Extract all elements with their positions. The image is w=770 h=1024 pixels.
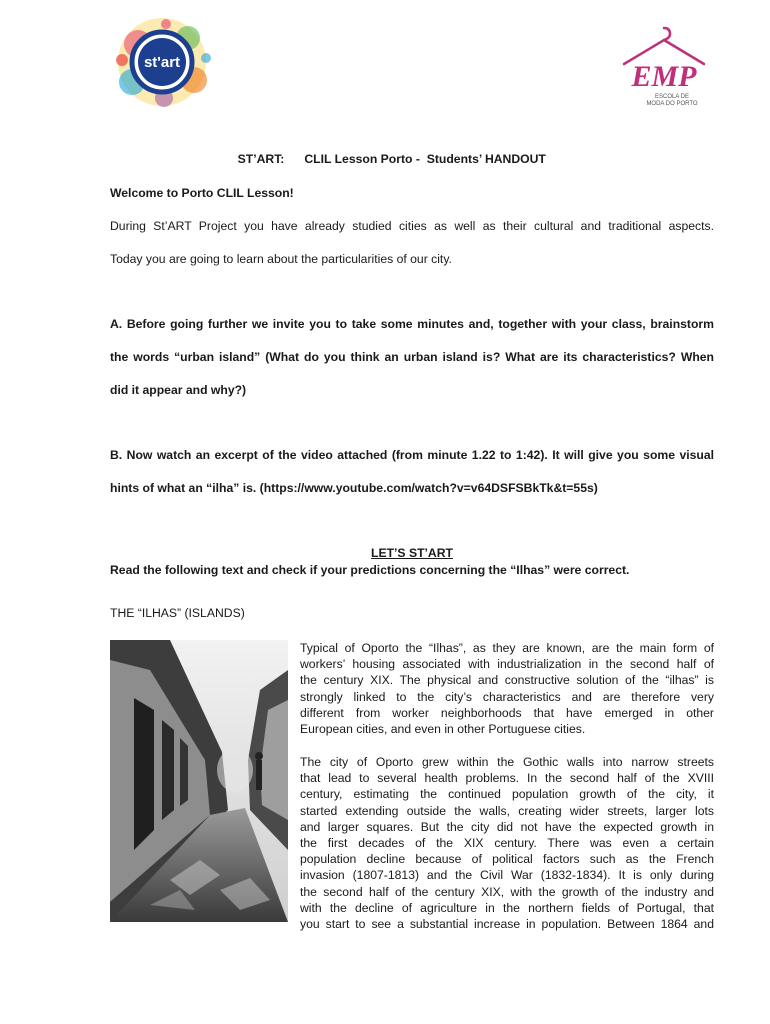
title-lesson: CLIL Lesson Porto - Students’ HANDOUT <box>304 152 546 166</box>
article-p2-line: The city of Oporto grew within the Gothic walls into narrow streets <box>300 755 714 769</box>
task-b-line-2: hints of what an “ilha” is. (https://www.youtube.com/watch?v=v64DSFSBkTk&t=55s) <box>110 481 598 495</box>
intro-line-1: During St’ART Project you have already studied cities as well as their cultural and traditional aspects. <box>110 219 714 233</box>
emp-logo-sub-2: MODA DO PORTO <box>646 101 698 107</box>
hanger-icon <box>624 28 704 64</box>
article-p2-line: started extending outside the walls, creating wider streets, larger lots <box>300 803 714 818</box>
article-p1-line: workers’ housing associated with industrialization in the second half of <box>300 657 714 672</box>
article-p1-line: different from worker neighborhoods that have emerged in other <box>300 705 714 720</box>
task-a-line-3: did it appear and why?) <box>110 383 247 397</box>
article-paragraph-2 <box>300 754 714 932</box>
article-p2-line: population decline because of political factors such as the French <box>300 852 714 867</box>
welcome-heading: Welcome to Porto CLIL Lesson! <box>110 186 294 200</box>
emp-logo-text: EMP <box>631 60 697 93</box>
handout-title <box>0 138 770 180</box>
task-a-line-1: A. Before going further we invite you to take some minutes and, together with your class, brainstorm <box>110 317 714 331</box>
task-a-line-2: the words “urban island” (What do you think an urban island is? What are its characteristics? When <box>110 350 714 364</box>
article-p2-line: with the decline of agriculture in the northern fields of Portugal, that <box>300 900 714 915</box>
task-b-line-1: B. Now watch an excerpt of the video attached (from minute 1.22 to 1:42). It will give you some visual <box>110 448 714 462</box>
article-p2-line: invasion (1807-1813) and the Civil War (1832-1834). It is only during <box>300 868 714 883</box>
title-project: ST’ART: <box>237 152 285 166</box>
ilha-photo <box>110 640 288 922</box>
article-p2-line: and larger squares. But the city did not have the expected growth in <box>300 819 714 834</box>
article-p1-line: European cities, and even in other Portuguese cities. <box>300 721 586 736</box>
lets-start-heading <box>110 546 714 560</box>
start-logo <box>108 16 216 108</box>
start-logo-text: st'art <box>143 54 181 71</box>
article-p2-line: you start to see a substantial increase in population. Between 1864 and <box>300 916 714 931</box>
emp-logo-sub-1: ESCOLA DE <box>654 94 690 100</box>
article-p1-line: strongly linked to the city’s characteristics and are therefore very <box>300 689 714 704</box>
emp-logo <box>612 24 716 108</box>
reading-instruction: Read the following text and check if your predictions concerning the “Ilhas” were correct. <box>110 563 630 577</box>
article-p2-line: the first decades of the XIX century. There was even a certain <box>300 835 714 850</box>
intro-line-2: Today you are going to learn about the particularities of our city. <box>110 252 452 266</box>
article-p2-line: that lead to several health problems. In the second half of the XVIII <box>300 771 714 786</box>
article-p1-line: Typical of Oporto the “Ilhas”, as they are known, are the main form of <box>300 641 714 655</box>
article-paragraph-1 <box>300 640 714 737</box>
lets-start-text: LET’S ST’ART <box>371 546 453 560</box>
article-p1-line: the century XIX. The physical and constructive solution of the “ilhas” is <box>300 673 714 688</box>
article-p2-line: century, estimating the continued population growth of the city, it <box>300 787 714 802</box>
section-title: THE “ILHAS” (ISLANDS) <box>110 606 245 620</box>
article-p2-line: the second half of the century XIX, with the growth of the industry and <box>300 884 714 899</box>
